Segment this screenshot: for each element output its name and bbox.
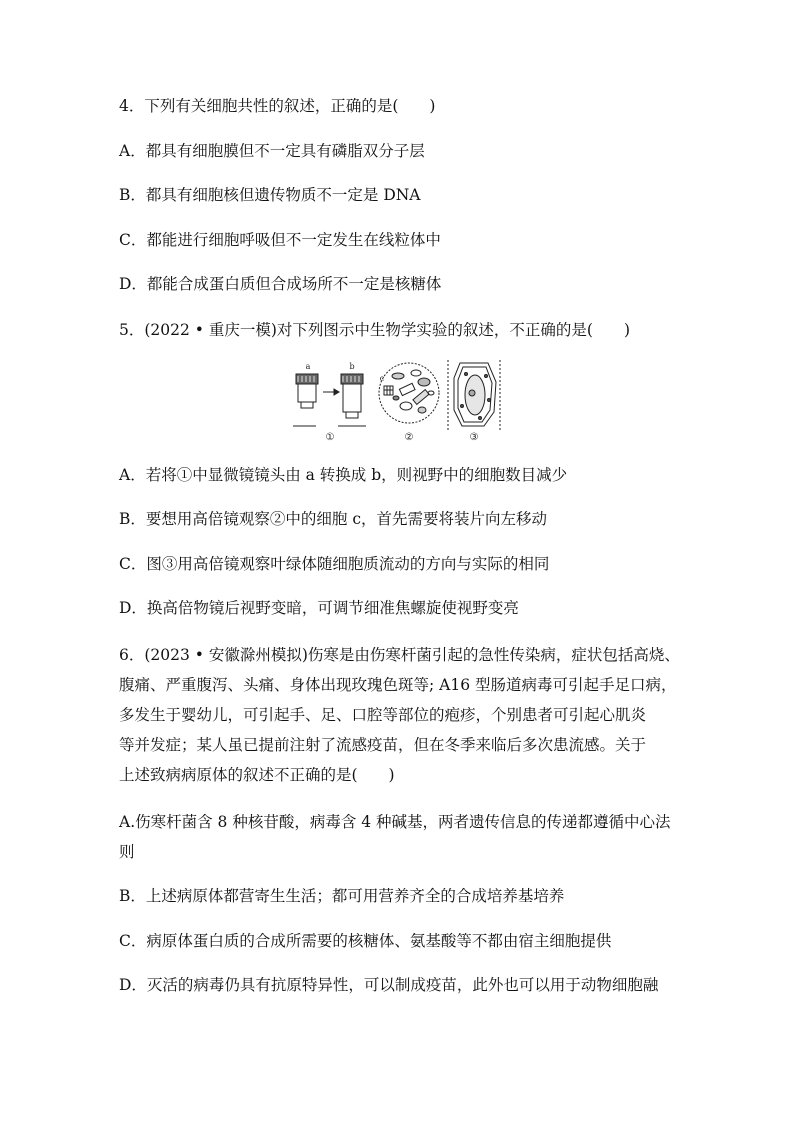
cell-c [384, 386, 393, 395]
caption-3: ③ [469, 432, 479, 443]
q6-option-a-line-2: 则 [119, 843, 135, 861]
label-b: b [349, 362, 355, 371]
q5-figure [288, 360, 510, 446]
q6-option-d: D．灭活的病毒仍具有抗原特异性，可以制成疫苗，此外也可以用于动物细胞融 [119, 976, 659, 994]
q5-stem: 5．(2022 • 重庆一模)对下列图示中生物学实验的叙述，不正确的是( ) [119, 321, 630, 339]
q4-option-a: A．都具有细胞膜但不一定具有磷脂双分子层 [119, 142, 425, 160]
q6-stem-line-2: 腹痛、严重腹泻、头痛、身体出现玫瑰色斑等; A16 型肠道病毒可引起手足口病， [119, 676, 677, 694]
caption-1: ① [325, 432, 335, 443]
q4-option-c: C．都能进行细胞呼吸但不一定发生在线粒体中 [119, 231, 441, 249]
q6-stem-line-3: 多发生于婴幼儿，可引起手、足、口腔等部位的疱疹，个别患者可引起心肌炎 [119, 706, 647, 724]
q5-option-d: D．换高倍物镜后视野变暗，可调节细准焦螺旋使视野变亮 [119, 599, 519, 617]
plant-cell [454, 363, 496, 426]
q5-option-c: C．图③用高倍镜观察叶绿体随细胞质流动的方向与实际的相同 [119, 555, 550, 573]
label-a: a [305, 362, 311, 371]
microscope-field-of-view [379, 363, 439, 423]
q5-option-a: A．若将①中显微镜镜头由 a 转换成 b，则视野中的细胞数目减少 [119, 466, 568, 484]
q6-option-a-line-1: A.伤寒杆菌含 8 种核苷酸，病毒含 4 种碱基，两者遗传信息的传递都遵循中心法 [119, 813, 671, 831]
q5-option-b: B．要想用高倍镜观察②中的细胞 c，首先需要将装片向左移动 [119, 510, 548, 528]
arrow-icon [323, 389, 339, 395]
q6-option-c: C．病原体蛋白质的合成所需要的核糖体、氨基酸等不都由宿主细胞提供 [119, 932, 612, 950]
q4-stem: 4．下列有关细胞共性的叙述，正确的是( ) [119, 97, 436, 115]
label-c: c [379, 374, 385, 383]
q6-stem-line-5: 上述致病病原体的叙述不正确的是( ) [119, 766, 395, 784]
q6-stem-line-4: 等并发症；某人虽已提前注射了流感疫苗，但在冬季来临后多次患流感。关于 [119, 736, 647, 754]
caption-2: ② [404, 432, 414, 443]
q4-option-b: B．都具有细胞核但遗传物质不一定是 DNA [119, 186, 421, 204]
q6-option-b: B．上述病原体都营寄生生活；都可用营养齐全的合成培养基培养 [119, 887, 565, 905]
objective-lens-b [341, 374, 363, 418]
q6-stem-line-1: 6．(2023 • 安徽滁州模拟)伤寒是由伤寒杆菌引起的急性传染病，症状包括高烧、 [119, 646, 680, 664]
objective-lens-a [296, 374, 318, 408]
q4-option-d: D．都能合成蛋白质但合成场所不一定是核糖体 [119, 275, 442, 293]
